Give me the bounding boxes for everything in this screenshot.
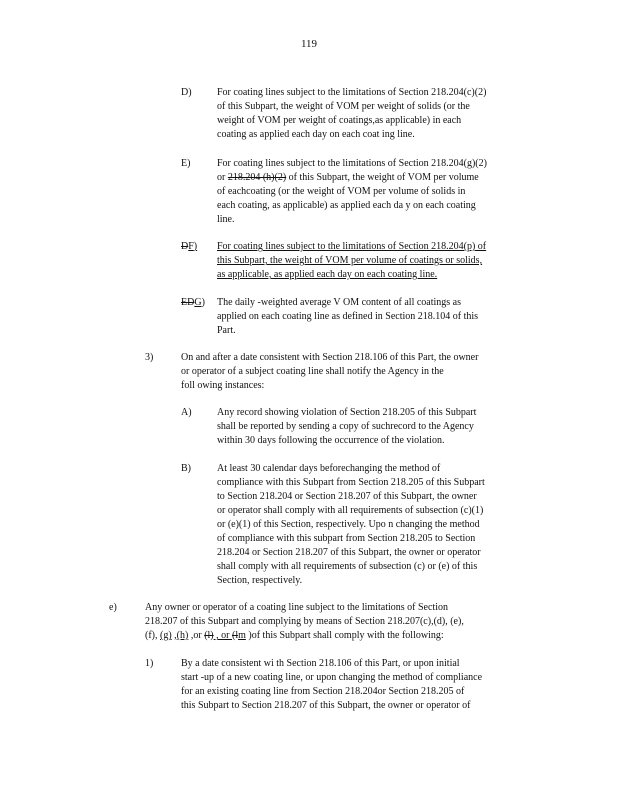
text-line — [217, 171, 547, 185]
text-line: of eachcoating (or the weight of VOM per volume of solids in — [217, 186, 466, 197]
item-b-label: B) — [181, 463, 191, 474]
item-3-label: 3) — [145, 352, 154, 363]
underlined-text: (g) — [160, 630, 172, 641]
item-f-text — [217, 240, 547, 282]
text-line: The daily -weighted average V OM content of all coatings as — [217, 297, 461, 308]
text-line: Section, respectively. — [217, 575, 303, 586]
text-line: Any record showing violation of Section 218.205 of this Subpart — [217, 407, 477, 418]
text-line: At least 30 calendar days beforechanging the method of — [217, 463, 441, 474]
item-e-lower-label: e) — [109, 602, 117, 613]
text-fragment: )of this Subpart shall comply with the following: — [245, 630, 444, 641]
item-3-text — [181, 351, 551, 393]
text-line: line. — [217, 214, 235, 225]
struck-label: D — [181, 241, 189, 252]
underlined-label: G — [194, 297, 202, 308]
page-number: 119 — [300, 38, 318, 50]
struck-label: D — [187, 297, 195, 308]
text-line: this Subpart to Section 218.207 of this Subpart, the owner or operator of — [181, 700, 471, 711]
item-b-text — [217, 462, 557, 588]
item-d-text — [217, 86, 547, 142]
item-g-label — [181, 296, 205, 310]
item-d-label: D) — [181, 87, 192, 98]
item-g-text — [217, 296, 547, 338]
item-a-text — [217, 406, 547, 448]
item-e-text — [217, 157, 547, 227]
struck-text: 218.204 (h)(2) — [227, 172, 287, 183]
text-fragment: of this Subpart, the weight of VOM per volume — [286, 172, 479, 183]
text-line: this Subpart, the weight of VOM per volume of coatings or solids, — [217, 255, 483, 266]
underlined-text: (h) — [176, 630, 189, 641]
text-line: For coating lines subject to the limitations of Section 218.204(p) of — [217, 241, 487, 252]
text-fragment: or — [217, 172, 228, 183]
text-line: shall comply with all requirements of subsection (c) or (e) of this — [217, 561, 478, 572]
text-line: 218.207 of this Subpart and complying by means of Section 218.207(c),(d), (e), — [145, 616, 464, 627]
text-line: shall be reported by sending a copy of suchrecord to the Agency — [217, 421, 474, 432]
underlined-text: , or — [213, 630, 232, 641]
text-line: foll owing instances: — [181, 380, 265, 391]
text-line: compliance with this Subpart from Section 218.205 of this Subpart — [217, 477, 485, 488]
text-fragment: , — [171, 630, 177, 641]
struck-text: (l — [231, 630, 239, 641]
text-line: For coating lines subject to the limitations of Section 218.204(c)(2) — [217, 87, 487, 98]
item-e-label: E) — [181, 158, 191, 169]
item-a-label: A) — [181, 407, 192, 418]
underlined-label: F — [188, 241, 194, 252]
item-e-lower-text — [145, 601, 545, 643]
text-line: 218.204 or Section 218.207 of this Subpart, the owner or operator — [217, 547, 481, 558]
text-line: as applicable, as applied each day on each coating line. — [217, 269, 438, 280]
text-line: or operator shall comply with all requirements of subsection (c)(1) — [217, 505, 484, 516]
text-line: within 30 days following the occurrence of the violation. — [217, 435, 445, 446]
text-line: start -up of a new coating line, or upon changing the method of compliance — [181, 672, 483, 683]
text-line: for an existing coating line from Section 218.204or Section 218.205 of — [181, 686, 465, 697]
text-line: of compliance with this subpart from Section 218.205 to Section — [217, 533, 476, 544]
text-fragment: ,or — [188, 630, 205, 641]
underlined-text: m — [238, 630, 246, 641]
text-line: Part. — [217, 325, 236, 336]
text-line: For coating lines subject to the limitations of Section 218.204(g)(2) — [217, 158, 487, 169]
text-line: Any owner or operator of a coating line subject to the limitations of Section — [145, 602, 448, 613]
text-line: coating as applied each day on each coat ing line. — [217, 129, 415, 140]
struck-text: (l) — [204, 630, 214, 641]
text-line: applied on each coating line as defined in Section 218.104 of this — [217, 311, 479, 322]
item-1-text — [181, 657, 551, 713]
text-line: weight of VOM per weight of coatings,as applicable) in each — [217, 115, 462, 126]
struck-label: E — [181, 297, 188, 308]
item-1-label: 1) — [145, 658, 154, 669]
text-line — [145, 629, 545, 643]
text-line: or operator of a subject coating line shall notify the Agency in the — [181, 366, 444, 377]
text-line: each coating, as applicable) as applied each da y on each coating — [217, 200, 476, 211]
text-line: of this Subpart, the weight of VOM per weight of solids (or the — [217, 101, 470, 112]
label-suffix: ) — [193, 241, 198, 252]
text-line: to Section 218.204 or Section 218.207 of this Subpart, the owner — [217, 491, 477, 502]
text-line: or (e)(1) of this Section, respectively. Upo n changing the method — [217, 519, 480, 530]
text-fragment: (f), — [145, 630, 160, 641]
text-line: By a date consistent wi th Section 218.106 of this Part, or upon initial — [181, 658, 460, 669]
text-line: On and after a date consistent with Section 218.106 of this Part, the owner — [181, 352, 479, 363]
item-f-label — [181, 240, 197, 254]
label-suffix: ) — [201, 297, 205, 308]
